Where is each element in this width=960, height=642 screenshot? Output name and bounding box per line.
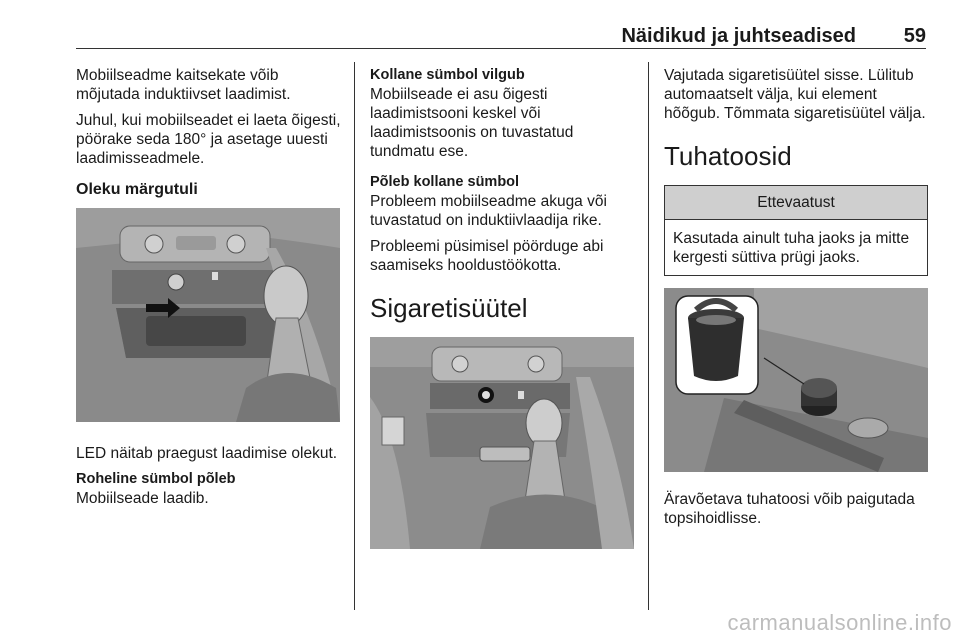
heading-green-symbol: Roheline sümbol põleb (76, 471, 236, 487)
column-divider-2 (648, 62, 649, 610)
cigarette-lighter-illustration (370, 337, 634, 549)
paragraph-lighter-instructions: Vajutada sigaretisüütel sisse. Lülitub automaatselt välja, kui element hõõgub. Tõmmata sigaretisüütel välja. (664, 67, 926, 122)
paragraph-led-status: LED näitab praegust laadimise olekut. (76, 445, 338, 462)
paragraph-green-symbol: Mobiilseade laadib. (76, 490, 209, 507)
paragraph-service: Probleemi püsimisel pöörduge abi saamiseks hooldustöökotta. (370, 238, 604, 274)
paragraph-yellow-on: Probleem mobiilseadme akuga või tuvastatud on induktiivlaadija rike. (370, 193, 607, 229)
heading-yellow-blinking: Kollane sümbol vilgub (370, 67, 525, 83)
paragraph-rotate-note: Juhul, kui mobiilseadet ei laeta õigesti, pöörake seda 180° ja asetage uuesti laadimisseadmele. (76, 112, 341, 167)
column-2 (370, 66, 636, 549)
caution-title: Ettevaatust (665, 186, 927, 220)
watermark: carmanualsonline.info (727, 610, 952, 635)
heading-ashtrays: Tuhatoosid (664, 141, 792, 171)
charging-pad-illustration (76, 208, 340, 422)
paragraph-yellow-blinking: Mobiilseade ei asu õigesti laadimistsooni keskel või laadimistsoonis on tuvastatud tundmatu ese. (370, 86, 574, 160)
paragraph-cover-note: Mobiilseadme kaitsekate võib mõjutada induktiivset laadimist. (76, 67, 291, 103)
caution-text: Kasutada ainult tuha jaoks ja mitte kergesti süttiva prügi jaoks. (673, 230, 910, 266)
ashtray-illustration (664, 288, 928, 472)
heading-status-indicator: Oleku märgutuli (76, 181, 198, 198)
caution-box (664, 185, 928, 276)
page-header (76, 0, 926, 50)
column-3 (664, 66, 928, 535)
heading-yellow-on: Põleb kollane sümbol (370, 174, 520, 190)
column-1 (76, 66, 344, 515)
heading-cigarette-lighter: Sigaretisüütel (370, 293, 528, 323)
header-rule (76, 48, 926, 49)
section-title: Näidikud ja juhtseadised (621, 25, 856, 47)
page-number: 59 (903, 25, 926, 47)
paragraph-removable-ashtray: Äravõetava tuhatoosi võib paigutada topsihoidlisse. (664, 491, 915, 527)
column-divider-1 (354, 62, 355, 610)
